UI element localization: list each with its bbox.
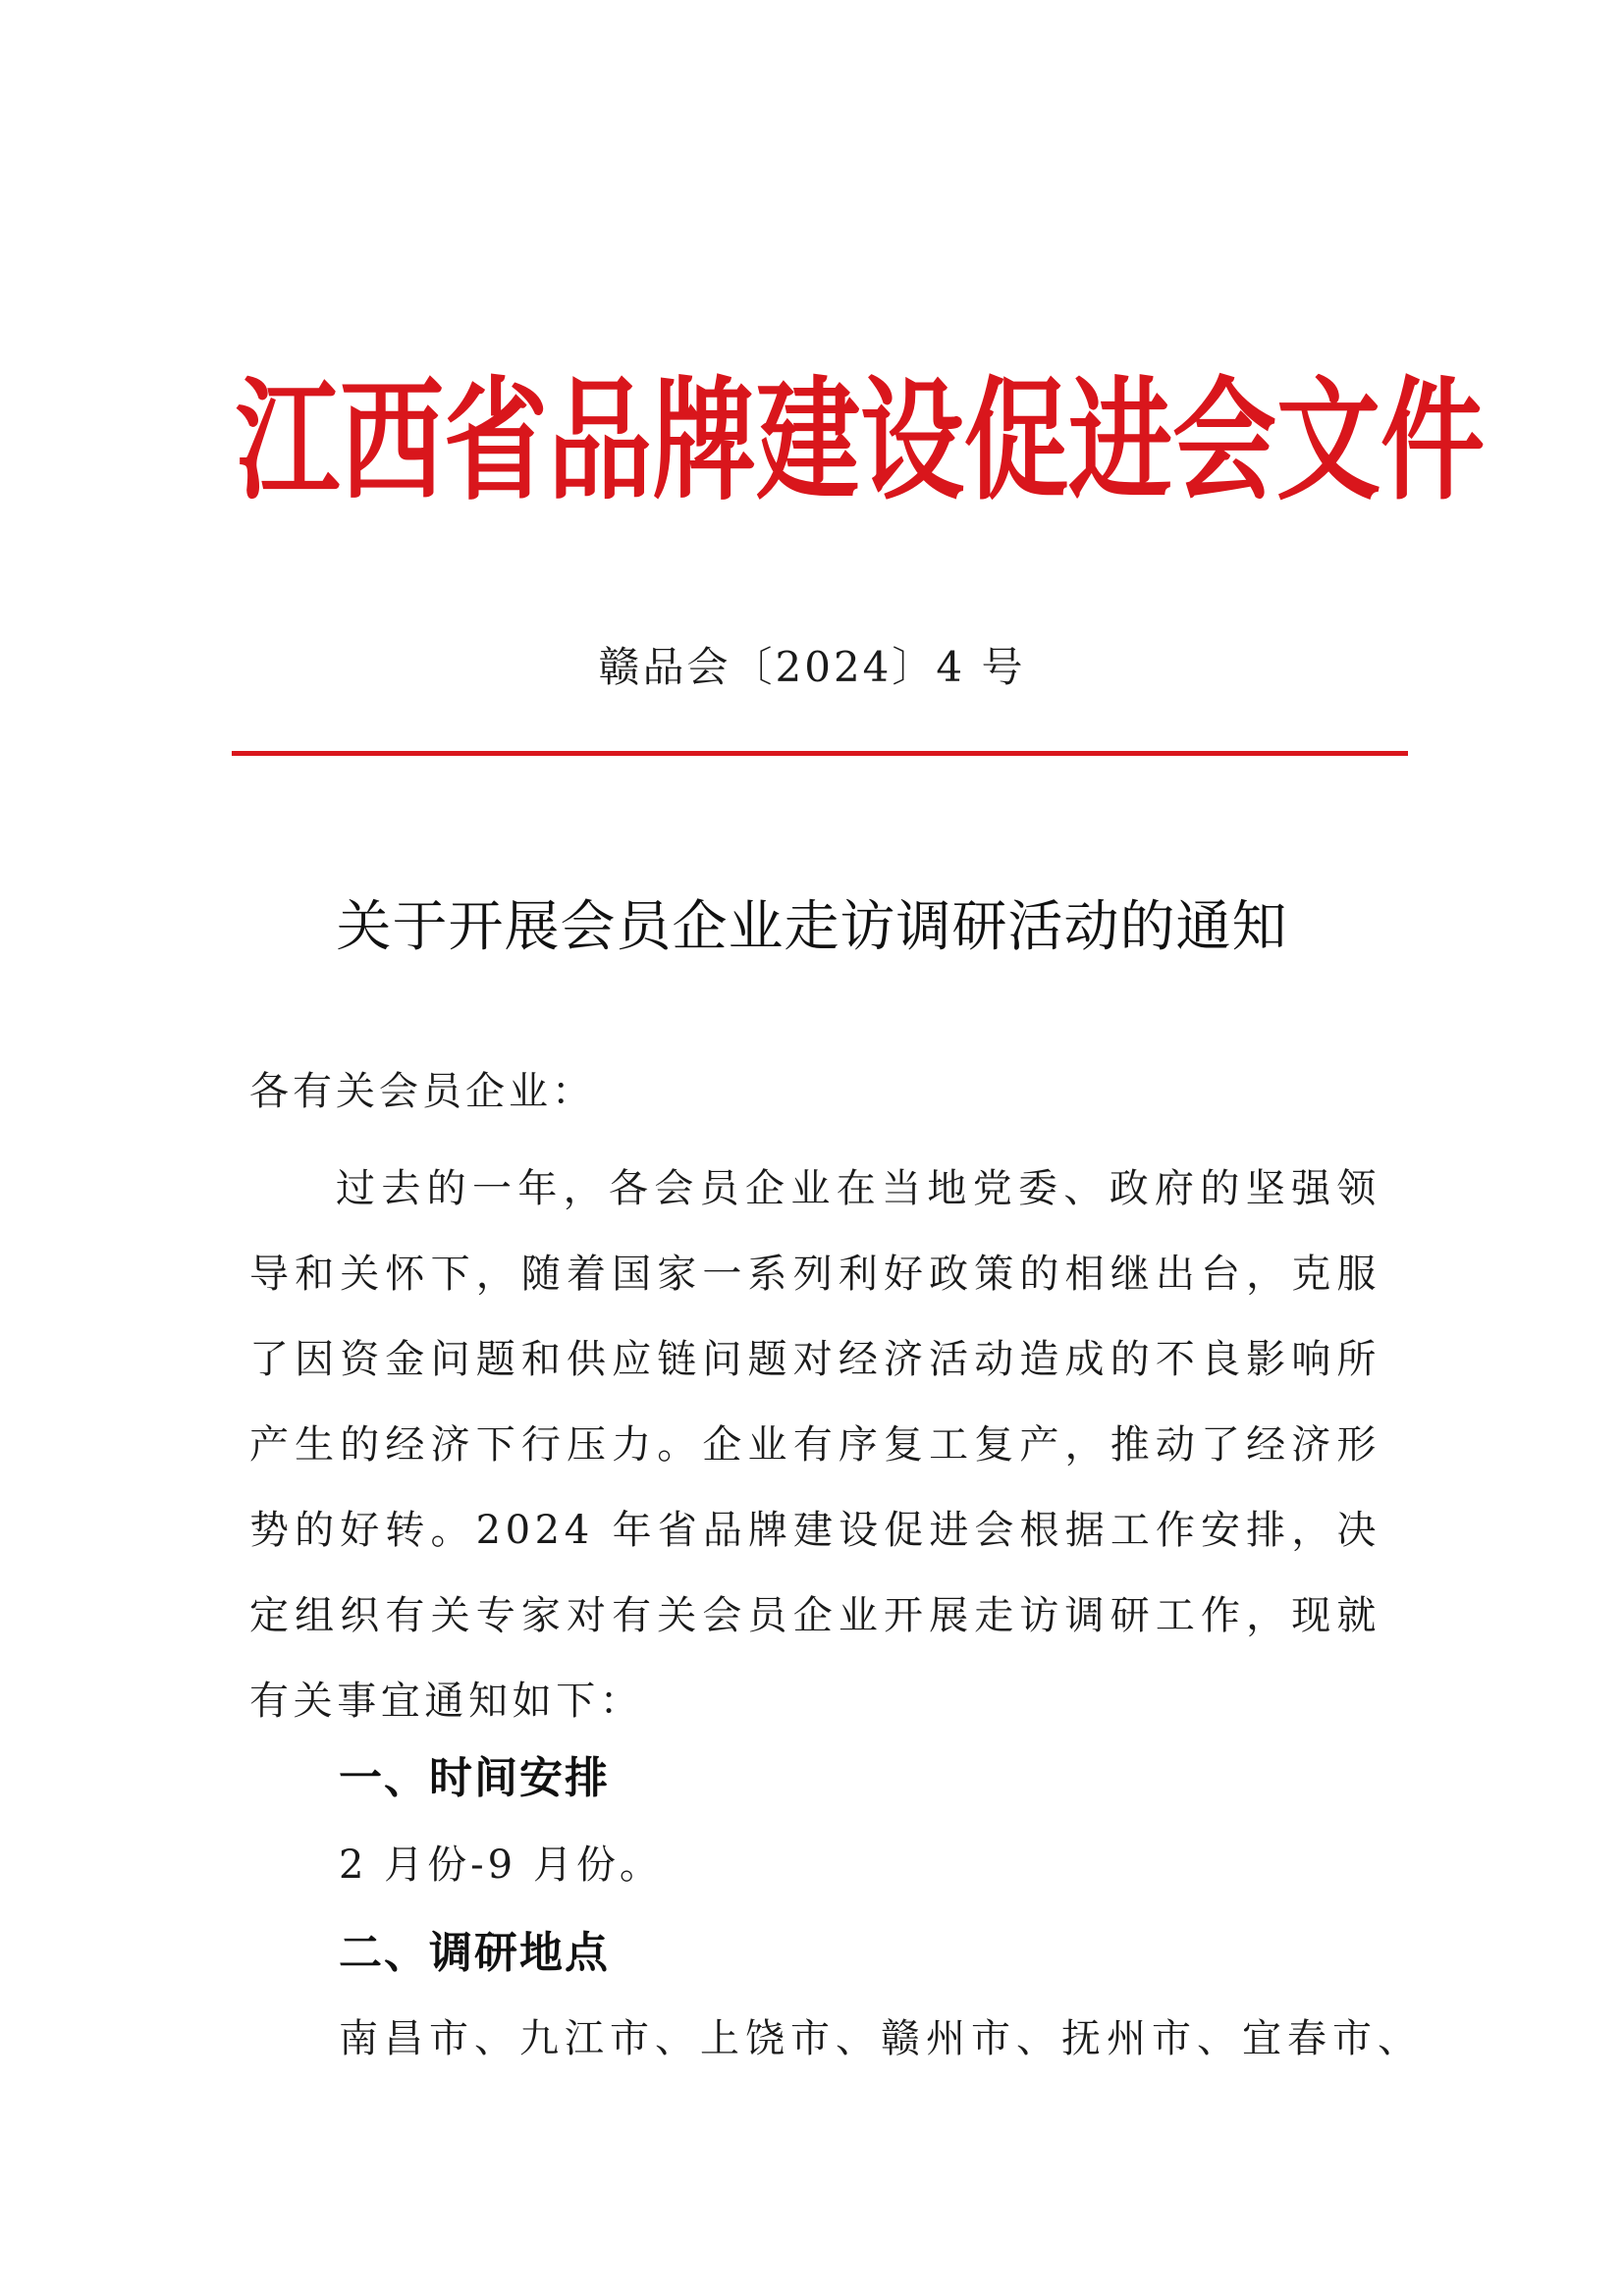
section-heading-locations: 二、调研地点 (339, 1928, 610, 1978)
red-divider (232, 751, 1408, 756)
section-text-locations: 南昌市、九江市、上饶市、赣州市、抚州市、宜春市、 (339, 2016, 1423, 2061)
salutation: 各有关会员企业： (249, 1069, 595, 1114)
notice-title: 关于开展会员企业走访调研活动的通知 (336, 895, 1288, 959)
document-number: 赣品会〔2024〕4 号 (598, 643, 1026, 691)
section-heading-schedule: 一、时间安排 (339, 1753, 610, 1803)
section-text-schedule: 2 月份-9 月份。 (339, 1842, 663, 1888)
masthead-title: 江西省品牌建设促进会文件 (236, 363, 1485, 519)
body-paragraph: 过去的一年，各会员企业在当地党委、政府的坚强领导和关怀下，随着国家一系列利好政策的相继出台，克服了因资金问题和供应链问题对经济活动造成的不良影响所产生的经济下行压力。企业有序复工复产，推动了经济形势的好转。2024 年省品牌建设促进会根据工作安排，决定组织有关专家对有关会员企业开展走访调研工作，现就有关事宜通知如下： (249, 1166, 1380, 1724)
